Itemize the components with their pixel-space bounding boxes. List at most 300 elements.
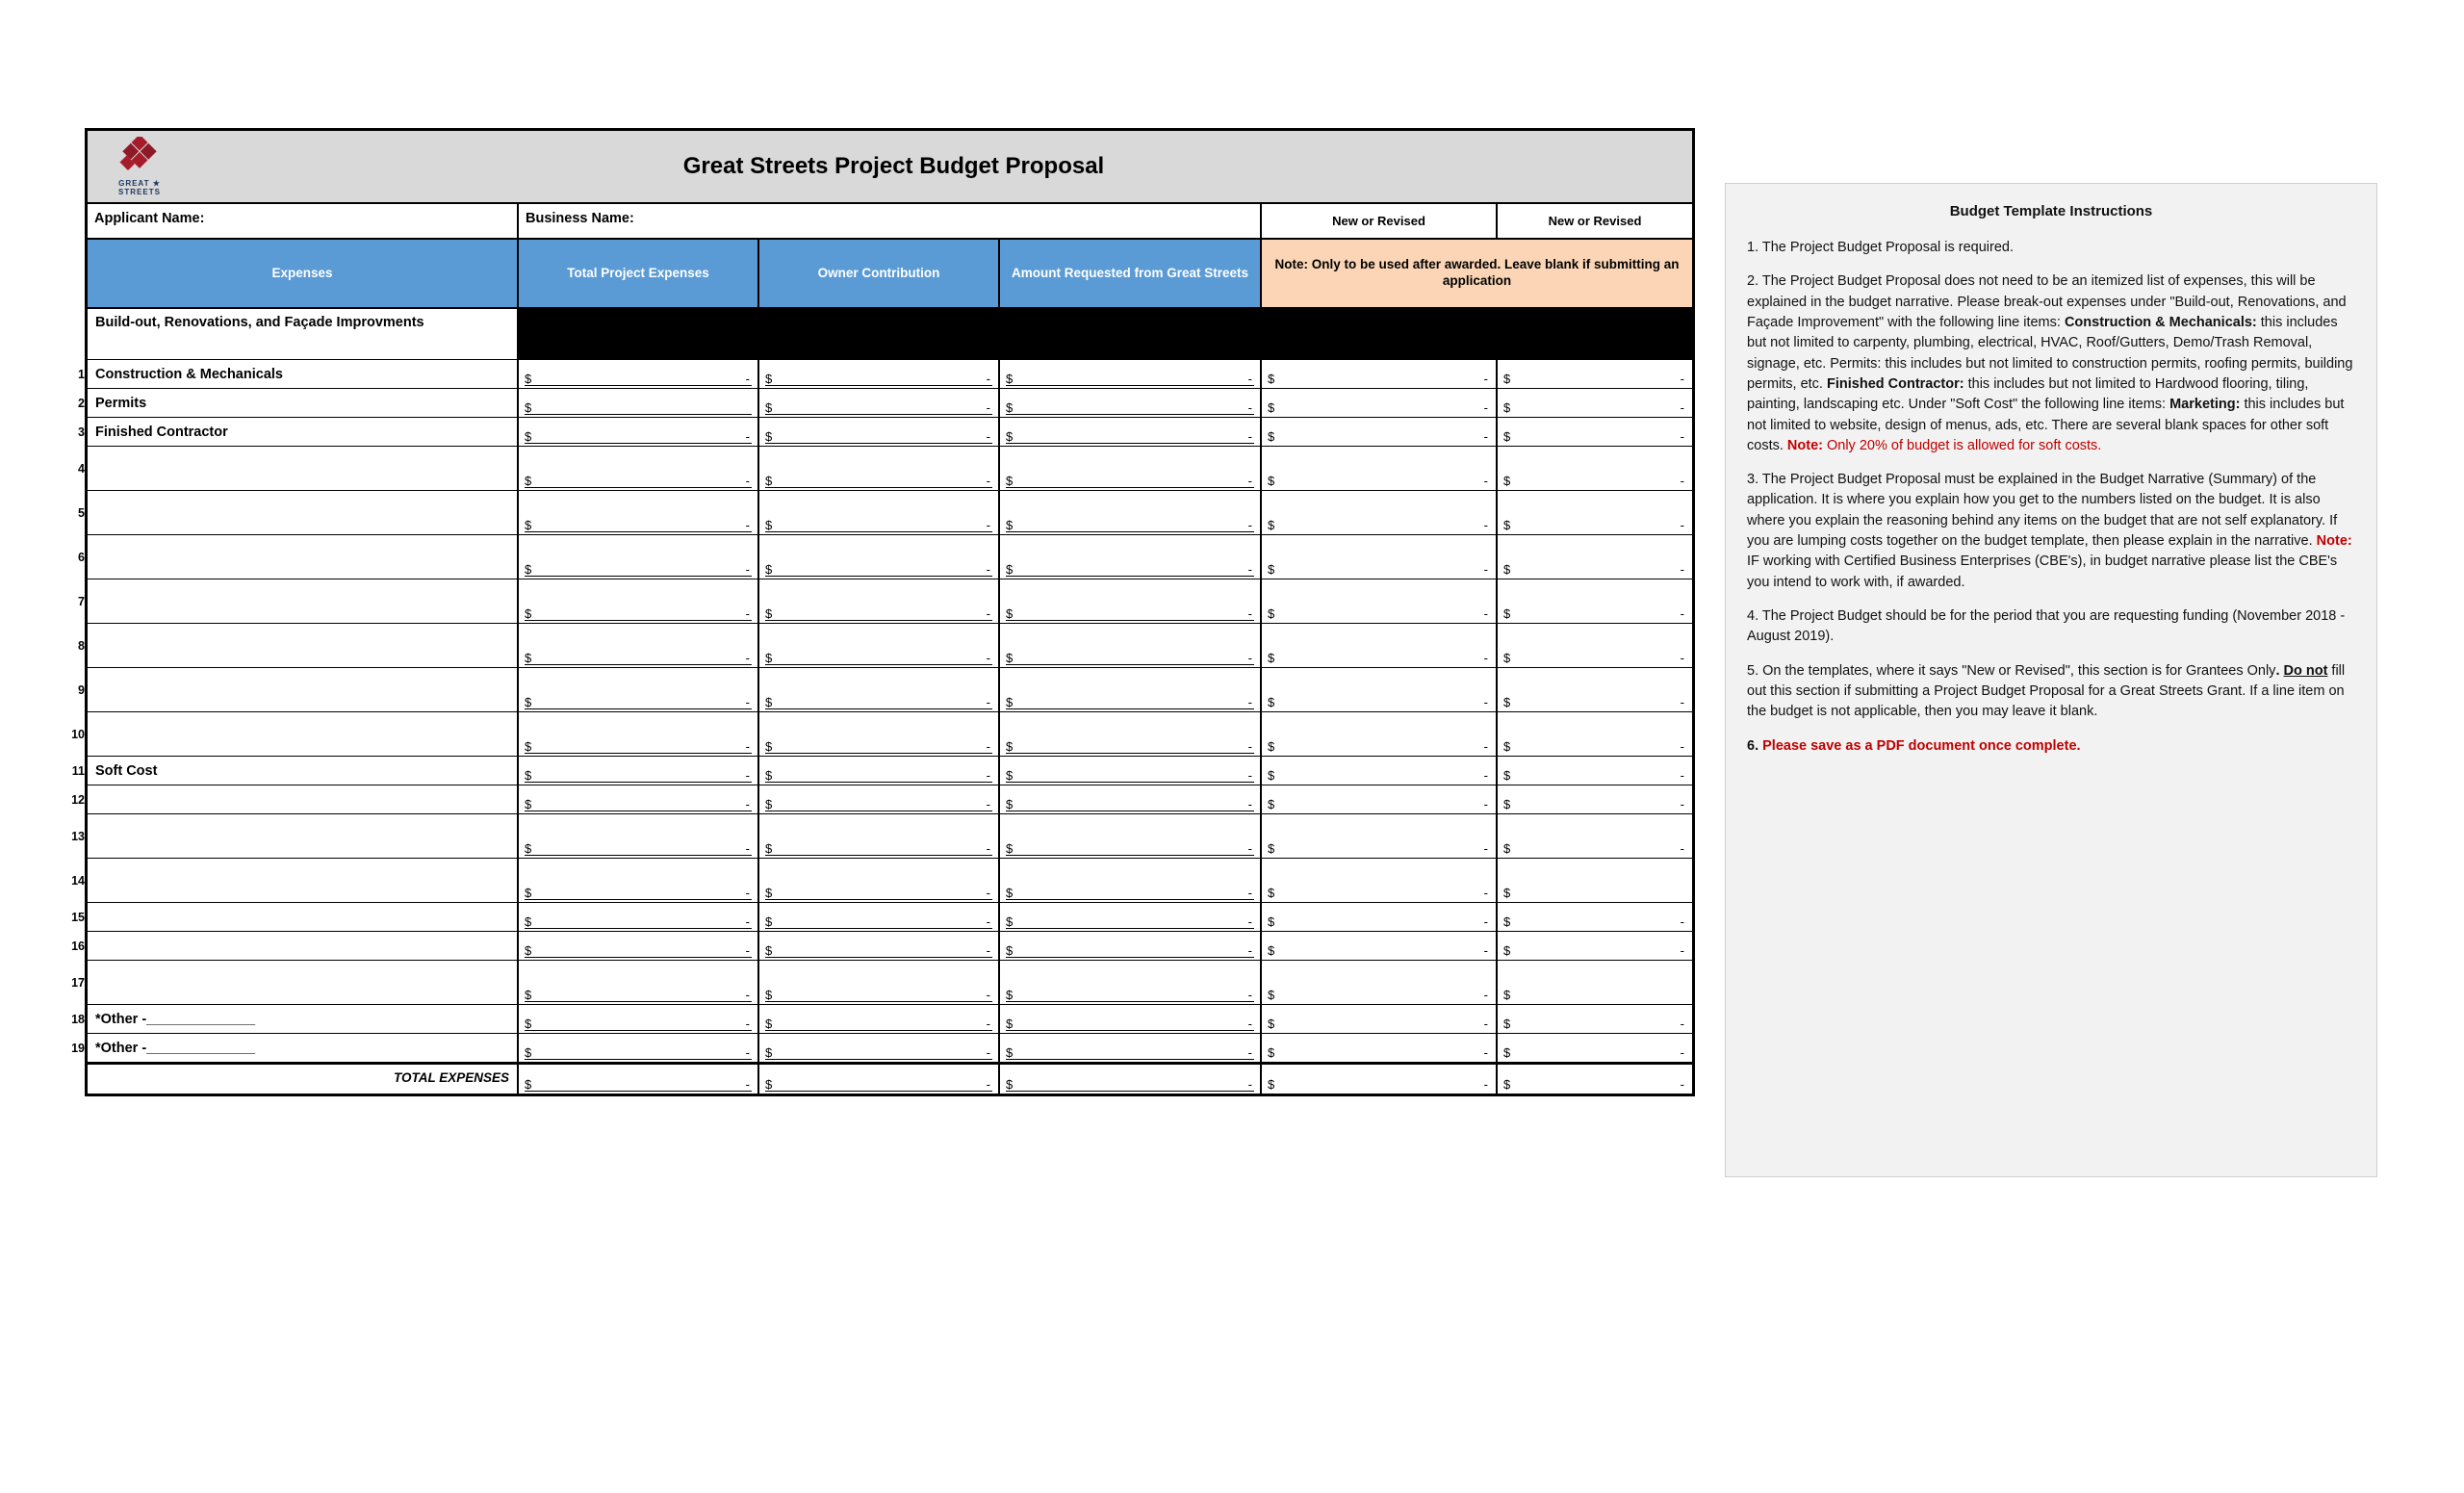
underline	[525, 1091, 752, 1092]
business-name-field[interactable]: Business Name:	[519, 204, 1262, 238]
cell-owner-contribution[interactable]	[759, 360, 1000, 388]
row-number: 14	[71, 873, 85, 888]
underline	[1006, 576, 1254, 577]
underline	[765, 414, 992, 415]
header-expenses: Expenses	[88, 240, 519, 307]
cell-new-or-revised-2[interactable]	[1498, 903, 1692, 931]
table-row	[78, 624, 1692, 668]
value: -	[1483, 429, 1488, 444]
underline	[765, 899, 992, 900]
cell-amount-requested[interactable]	[1000, 961, 1262, 1004]
currency-symbol: $	[1006, 1077, 1014, 1092]
currency-symbol: $	[765, 429, 773, 444]
cell-amount-requested[interactable]	[1000, 932, 1262, 960]
cell-owner-contribution[interactable]	[759, 785, 1000, 813]
table-row	[71, 961, 1692, 1005]
row-number: 16	[71, 939, 85, 953]
cell-total-project-expenses[interactable]	[519, 389, 759, 417]
underline	[765, 928, 992, 929]
header-total-project-expenses: Total Project Expenses	[519, 240, 759, 307]
currency-symbol: $	[765, 988, 773, 1002]
row-label-cell[interactable]	[78, 447, 519, 490]
cell-new-or-revised-2[interactable]	[1498, 932, 1692, 960]
item5-part-a: 5. On the templates, where it says "New or Revised", this section is for Grantees Only	[1747, 662, 2276, 679]
row-label-cell[interactable]	[71, 712, 519, 756]
currency-symbol: $	[1503, 739, 1511, 754]
cell-owner-contribution[interactable]	[759, 1005, 1000, 1033]
row-label-cell[interactable]	[78, 579, 519, 623]
value: -	[745, 988, 750, 1002]
currency-symbol: $	[765, 1077, 773, 1092]
row-label-cell[interactable]	[71, 757, 519, 785]
value: -	[1680, 651, 1684, 665]
cell-new-or-revised-2[interactable]	[1498, 447, 1692, 490]
cell-total-project-expenses[interactable]	[519, 961, 759, 1004]
row-label-cell[interactable]	[78, 389, 519, 417]
row-label-text: *Other -______________	[95, 1011, 256, 1027]
cell-new-or-revised-1[interactable]	[1262, 903, 1498, 931]
currency-symbol: $	[1503, 429, 1511, 444]
table-row	[78, 447, 1692, 491]
value: -	[1680, 474, 1684, 488]
underline	[525, 620, 752, 621]
row-label-cell[interactable]	[78, 668, 519, 711]
value: -	[1247, 988, 1252, 1002]
cell-owner-contribution[interactable]	[759, 447, 1000, 490]
value: -	[1680, 1045, 1684, 1060]
currency-symbol: $	[1503, 695, 1511, 709]
currency-symbol: $	[765, 886, 773, 900]
value: -	[1483, 562, 1488, 577]
currency-symbol: $	[1503, 914, 1511, 929]
logo-wordmark: GREAT ★ STREETS	[118, 179, 161, 196]
column-header-row	[88, 240, 1692, 309]
cell-owner-contribution[interactable]	[759, 624, 1000, 667]
value: -	[986, 797, 990, 811]
currency-symbol: $	[765, 841, 773, 856]
row-label-cell[interactable]	[71, 1034, 519, 1062]
value: -	[745, 768, 750, 783]
cell-new-or-revised-1[interactable]	[1262, 360, 1498, 388]
cell-owner-contribution[interactable]	[759, 535, 1000, 579]
underline	[1006, 531, 1254, 532]
cell-new-or-revised-2[interactable]	[1498, 961, 1692, 1004]
value: -	[986, 886, 990, 900]
cell-new-or-revised-2[interactable]	[1498, 859, 1692, 902]
value: -	[1483, 651, 1488, 665]
cell-amount-requested[interactable]	[1000, 668, 1262, 711]
row-number: 9	[78, 682, 85, 697]
value: -	[986, 841, 990, 856]
cell-new-or-revised-2[interactable]	[1498, 785, 1692, 813]
cell-owner-contribution[interactable]	[759, 1034, 1000, 1062]
table-row	[78, 491, 1692, 535]
value: -	[745, 739, 750, 754]
table-row	[78, 389, 1692, 418]
cell-owner-contribution[interactable]	[759, 389, 1000, 417]
currency-symbol: $	[1268, 606, 1275, 621]
cell-new-or-revised-1[interactable]	[1262, 624, 1498, 667]
cell-new-or-revised-1[interactable]	[1262, 535, 1498, 579]
row-number: 7	[78, 594, 85, 608]
cell-total-project-expenses[interactable]	[519, 712, 759, 756]
currency-symbol: $	[525, 562, 532, 577]
underline	[1006, 957, 1254, 958]
total-cell-nr1	[1262, 1065, 1498, 1094]
value: -	[986, 518, 990, 532]
currency-symbol: $	[1503, 1077, 1511, 1092]
currency-symbol: $	[1268, 400, 1275, 415]
item2-note-label: Note:	[1786, 437, 1823, 453]
cell-new-or-revised-2[interactable]	[1498, 712, 1692, 756]
row-number: 15	[71, 910, 85, 924]
underline	[525, 664, 752, 665]
row-number: 18	[71, 1012, 85, 1026]
row-label-cell[interactable]	[71, 1005, 519, 1033]
cell-amount-requested[interactable]	[1000, 712, 1262, 756]
currency-symbol: $	[525, 606, 532, 621]
cell-new-or-revised-1[interactable]	[1262, 579, 1498, 623]
underline	[525, 957, 752, 958]
underline	[525, 414, 752, 415]
currency-symbol: $	[1503, 1045, 1511, 1060]
cell-owner-contribution[interactable]	[759, 668, 1000, 711]
cell-new-or-revised-1[interactable]	[1262, 1005, 1498, 1033]
currency-symbol: $	[525, 400, 532, 415]
cell-owner-contribution[interactable]	[759, 859, 1000, 902]
cell-new-or-revised-2[interactable]	[1498, 535, 1692, 579]
underline	[765, 708, 992, 709]
cell-total-project-expenses[interactable]	[519, 785, 759, 813]
value: -	[1680, 768, 1684, 783]
row-label-cell[interactable]	[78, 491, 519, 534]
cell-amount-requested[interactable]	[1000, 1034, 1262, 1062]
section-buildout-label: Build-out, Renovations, and Façade Improvments	[88, 309, 519, 359]
value: -	[1247, 1045, 1252, 1060]
value: -	[1680, 400, 1684, 415]
new-or-revised-header-2: New or Revised	[1548, 214, 1642, 228]
value: -	[986, 914, 990, 929]
currency-symbol: $	[1503, 797, 1511, 811]
value: -	[1483, 695, 1488, 709]
value: -	[745, 695, 750, 709]
cell-amount-requested[interactable]	[1000, 447, 1262, 490]
currency-symbol: $	[525, 429, 532, 444]
row-label-cell[interactable]	[71, 859, 519, 902]
underline	[765, 531, 992, 532]
row-label-cell[interactable]	[71, 814, 519, 858]
underline	[1006, 708, 1254, 709]
cell-new-or-revised-2[interactable]	[1498, 814, 1692, 858]
row-number: 8	[78, 638, 85, 653]
currency-symbol: $	[525, 841, 532, 856]
currency-symbol: $	[1268, 695, 1275, 709]
cell-total-project-expenses[interactable]	[519, 418, 759, 446]
budget-template-instructions	[1725, 183, 2377, 1177]
cell-new-or-revised-1[interactable]	[1262, 447, 1498, 490]
row-label-text: Construction & Mechanicals	[95, 366, 283, 382]
value: -	[1247, 474, 1252, 488]
cell-owner-contribution[interactable]	[759, 903, 1000, 931]
value: -	[986, 562, 990, 577]
cell-new-or-revised-1[interactable]	[1262, 712, 1498, 756]
underline	[1006, 899, 1254, 900]
underline	[525, 753, 752, 754]
row-label-cell[interactable]	[71, 961, 519, 1004]
cell-total-project-expenses[interactable]	[519, 903, 759, 931]
value: -	[986, 429, 990, 444]
total-cell-nr2	[1498, 1065, 1692, 1094]
currency-symbol: $	[765, 372, 773, 386]
value: -	[1680, 695, 1684, 709]
underline	[1006, 443, 1254, 444]
cell-total-project-expenses[interactable]	[519, 535, 759, 579]
cell-owner-contribution[interactable]	[759, 814, 1000, 858]
cell-new-or-revised-1[interactable]	[1262, 757, 1498, 785]
currency-symbol: $	[1268, 429, 1275, 444]
row-number: 10	[71, 727, 85, 741]
instruction-item-3	[1747, 470, 2355, 593]
value: -	[1247, 518, 1252, 532]
great-streets-logo	[88, 137, 192, 196]
table-row	[71, 785, 1692, 814]
cell-amount-requested[interactable]	[1000, 814, 1262, 858]
table-row	[78, 668, 1692, 712]
row-label-cell[interactable]	[78, 535, 519, 579]
cell-amount-requested[interactable]	[1000, 903, 1262, 931]
cell-total-project-expenses[interactable]	[519, 814, 759, 858]
underline	[525, 443, 752, 444]
table-row	[78, 418, 1692, 447]
cell-amount-requested[interactable]	[1000, 491, 1262, 534]
cell-new-or-revised-2[interactable]	[1498, 360, 1692, 388]
value: -	[986, 768, 990, 783]
cell-amount-requested[interactable]	[1000, 757, 1262, 785]
underline	[525, 385, 752, 386]
currency-symbol: $	[1503, 372, 1511, 386]
cell-owner-contribution[interactable]	[759, 579, 1000, 623]
sheet-title: Great Streets Project Budget Proposal	[682, 153, 1105, 179]
currency-symbol: $	[525, 651, 532, 665]
value: -	[986, 1045, 990, 1060]
table-row	[71, 1005, 1692, 1034]
cell-total-project-expenses[interactable]	[519, 1034, 759, 1062]
currency-symbol: $	[525, 988, 532, 1002]
value: -	[986, 988, 990, 1002]
row-label-cell[interactable]	[78, 360, 519, 388]
currency-symbol: $	[1268, 943, 1275, 958]
cell-new-or-revised-1[interactable]	[1262, 418, 1498, 446]
currency-symbol: $	[1006, 695, 1014, 709]
cell-new-or-revised-2[interactable]	[1498, 418, 1692, 446]
cell-amount-requested[interactable]	[1000, 624, 1262, 667]
item3-note-label: Note:	[2316, 533, 2352, 550]
underline	[765, 487, 992, 488]
currency-symbol: $	[1006, 606, 1014, 621]
cell-new-or-revised-1[interactable]	[1262, 668, 1498, 711]
instruction-item-1: 1. The Project Budget Proposal is required.	[1747, 240, 2015, 256]
value: -	[1680, 518, 1684, 532]
cell-new-or-revised-2[interactable]	[1498, 389, 1692, 417]
item2-part-a: 2. The Project Budget Proposal does not need to be an itemized list of expenses, this will be explained in the budget narrative. Please break-out expenses under "Build-out, Renovations, and Façade Improvement" with the following line items:	[1747, 273, 2347, 330]
row-number: 6	[78, 550, 85, 564]
row-label-cell[interactable]	[71, 932, 519, 960]
value: -	[1247, 1077, 1252, 1092]
cell-new-or-revised-1[interactable]	[1262, 859, 1498, 902]
budget-sheet	[71, 128, 1695, 1096]
value: -	[1483, 988, 1488, 1002]
cell-new-or-revised-2[interactable]	[1498, 668, 1692, 711]
currency-symbol: $	[525, 1077, 532, 1092]
cell-new-or-revised-1[interactable]	[1262, 961, 1498, 1004]
cell-amount-requested[interactable]	[1000, 418, 1262, 446]
currency-symbol: $	[1006, 651, 1014, 665]
cell-owner-contribution[interactable]	[759, 757, 1000, 785]
cell-total-project-expenses[interactable]	[519, 491, 759, 534]
value: -	[745, 651, 750, 665]
currency-symbol: $	[765, 739, 773, 754]
cell-total-project-expenses[interactable]	[519, 1005, 759, 1033]
row-label-cell[interactable]	[78, 418, 519, 446]
total-expenses-label: TOTAL EXPENSES	[88, 1065, 519, 1094]
currency-symbol: $	[525, 886, 532, 900]
value: -	[1680, 372, 1684, 386]
value: -	[1247, 429, 1252, 444]
value: -	[1680, 739, 1684, 754]
cell-total-project-expenses[interactable]	[519, 447, 759, 490]
cell-new-or-revised-1[interactable]	[1262, 1034, 1498, 1062]
cell-amount-requested[interactable]	[1000, 785, 1262, 813]
value: -	[1483, 372, 1488, 386]
value: -	[745, 429, 750, 444]
cell-amount-requested[interactable]	[1000, 1005, 1262, 1033]
currency-symbol: $	[525, 1045, 532, 1060]
section-black-band	[519, 309, 1692, 359]
value: -	[1680, 1077, 1684, 1092]
underline	[765, 1030, 992, 1031]
currency-symbol: $	[1268, 474, 1275, 488]
cell-new-or-revised-1[interactable]	[1262, 814, 1498, 858]
value: -	[1680, 914, 1684, 929]
cell-new-or-revised-2[interactable]	[1498, 624, 1692, 667]
cell-amount-requested[interactable]	[1000, 535, 1262, 579]
value: -	[986, 474, 990, 488]
cell-total-project-expenses[interactable]	[519, 757, 759, 785]
value: -	[1680, 1017, 1684, 1031]
item5-part-b: .	[2275, 662, 2284, 679]
cell-new-or-revised-2[interactable]	[1498, 491, 1692, 534]
row-label-cell[interactable]	[71, 785, 519, 813]
currency-symbol: $	[525, 474, 532, 488]
cell-new-or-revised-1[interactable]	[1262, 389, 1498, 417]
cell-new-or-revised-2[interactable]	[1498, 1005, 1692, 1033]
value: -	[986, 400, 990, 415]
currency-symbol: $	[1006, 400, 1014, 415]
value: -	[745, 372, 750, 386]
cell-amount-requested[interactable]	[1000, 579, 1262, 623]
underline	[525, 531, 752, 532]
value: -	[986, 1017, 990, 1031]
row-number: 13	[71, 829, 85, 843]
row-number: 3	[78, 425, 85, 439]
currency-symbol: $	[765, 606, 773, 621]
underline	[765, 620, 992, 621]
cell-total-project-expenses[interactable]	[519, 668, 759, 711]
cell-total-project-expenses[interactable]	[519, 932, 759, 960]
currency-symbol: $	[1503, 1017, 1511, 1031]
cell-owner-contribution[interactable]	[759, 712, 1000, 756]
currency-symbol: $	[1268, 372, 1275, 386]
applicant-name-field[interactable]: Applicant Name:	[88, 204, 519, 238]
cell-new-or-revised-2[interactable]	[1498, 579, 1692, 623]
value: -	[1247, 886, 1252, 900]
cell-new-or-revised-2[interactable]	[1498, 1034, 1692, 1062]
cell-total-project-expenses[interactable]	[519, 624, 759, 667]
currency-symbol: $	[525, 739, 532, 754]
currency-symbol: $	[765, 651, 773, 665]
underline	[1006, 620, 1254, 621]
cell-owner-contribution[interactable]	[759, 418, 1000, 446]
header-owner-contribution: Owner Contribution	[759, 240, 1000, 307]
currency-symbol: $	[1006, 474, 1014, 488]
cell-amount-requested[interactable]	[1000, 389, 1262, 417]
cell-new-or-revised-1[interactable]	[1262, 932, 1498, 960]
applicant-business-row	[88, 204, 1692, 240]
value: -	[1680, 797, 1684, 811]
cell-total-project-expenses[interactable]	[519, 360, 759, 388]
underline	[525, 487, 752, 488]
value: -	[1247, 768, 1252, 783]
underline	[1006, 782, 1254, 783]
underline	[1006, 855, 1254, 856]
cell-owner-contribution[interactable]	[759, 932, 1000, 960]
currency-symbol: $	[1268, 562, 1275, 577]
cell-new-or-revised-1[interactable]	[1262, 785, 1498, 813]
currency-symbol: $	[765, 914, 773, 929]
currency-symbol: $	[765, 518, 773, 532]
value: -	[745, 518, 750, 532]
row-label-cell[interactable]	[78, 624, 519, 667]
cell-new-or-revised-1[interactable]	[1262, 491, 1498, 534]
value: -	[1247, 914, 1252, 929]
cell-owner-contribution[interactable]	[759, 961, 1000, 1004]
underline	[525, 1030, 752, 1031]
value: -	[745, 1077, 750, 1092]
currency-symbol: $	[1006, 1017, 1014, 1031]
row-label-cell[interactable]	[71, 903, 519, 931]
cell-amount-requested[interactable]	[1000, 859, 1262, 902]
item2-marketing-label: Marketing:	[2169, 397, 2241, 413]
cell-owner-contribution[interactable]	[759, 491, 1000, 534]
value: -	[986, 606, 990, 621]
cell-new-or-revised-2[interactable]	[1498, 757, 1692, 785]
underline	[525, 708, 752, 709]
currency-symbol: $	[1503, 651, 1511, 665]
row-number: 12	[71, 792, 85, 807]
row-number: 11	[71, 763, 85, 778]
cell-total-project-expenses[interactable]	[519, 579, 759, 623]
item2-construction-label: Construction & Mechanicals:	[2064, 314, 2257, 330]
underline	[1006, 928, 1254, 929]
cell-total-project-expenses[interactable]	[519, 859, 759, 902]
currency-symbol: $	[525, 372, 532, 386]
item6-text: Please save as a PDF document once complete.	[1758, 737, 2081, 754]
underline	[765, 782, 992, 783]
cell-amount-requested[interactable]	[1000, 360, 1262, 388]
currency-symbol: $	[525, 518, 532, 532]
underline	[1006, 1059, 1254, 1060]
currency-symbol: $	[1006, 914, 1014, 929]
